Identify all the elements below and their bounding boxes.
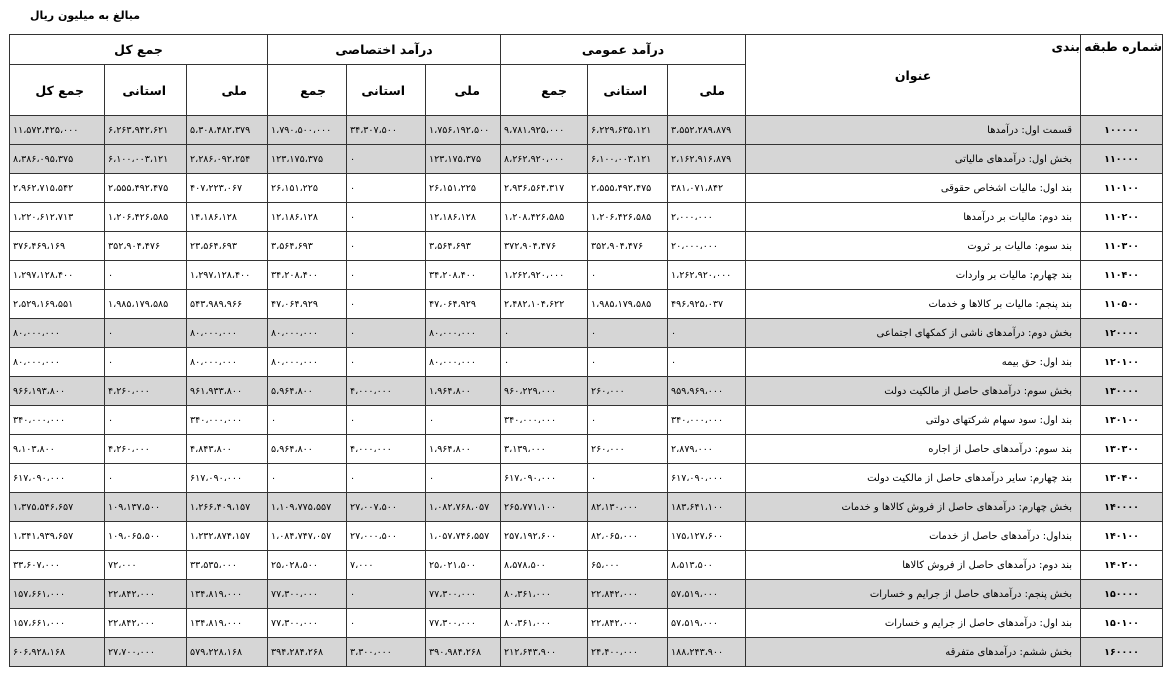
cell-total-provincial: ۶،۱۰۰،۰۰۳،۱۲۱ <box>105 145 187 174</box>
cell-special-national: ۰ <box>426 464 501 493</box>
cell-special-provincial: ۰ <box>347 609 426 638</box>
cell-total-national: ۱،۲۳۲،۸۷۴،۱۵۷ <box>187 522 268 551</box>
cell-special-national: ۱،۰۸۲،۷۶۸،۰۵۷ <box>426 493 501 522</box>
cell-total-provincial: ۱۰۹،۱۳۷،۵۰۰ <box>105 493 187 522</box>
header-special: درآمد اختصاصی <box>268 35 501 65</box>
cell-general-sum: ۸،۲۶۲،۹۲۰،۰۰۰ <box>501 145 588 174</box>
header-general-provincial: استانی <box>588 65 668 116</box>
cell-total-provincial: ۲،۵۵۵،۴۹۲،۴۷۵ <box>105 174 187 203</box>
cell-general-sum: ۲،۹۳۶،۵۶۴،۳۱۷ <box>501 174 588 203</box>
row-code: ۱۰۰۰۰۰ <box>1081 116 1163 145</box>
cell-total-provincial: ۷۲،۰۰۰ <box>105 551 187 580</box>
cell-general-sum: ۸،۵۷۸،۵۰۰ <box>501 551 588 580</box>
cell-general-provincial: ۲۲،۸۴۲،۰۰۰ <box>588 609 668 638</box>
row-title: بخش چهارم: درآمدهای حاصل از فروش کالاها و خدمات <box>746 493 1081 522</box>
cell-special-national: ۳،۵۶۴،۶۹۳ <box>426 232 501 261</box>
cell-special-sum: ۸۰،۰۰۰،۰۰۰ <box>268 348 347 377</box>
cell-special-national: ۸۰،۰۰۰،۰۰۰ <box>426 319 501 348</box>
cell-special-national: ۸۰،۰۰۰،۰۰۰ <box>426 348 501 377</box>
header-general-sum: جمع <box>501 65 588 116</box>
cell-grand-total: ۲،۹۶۲،۷۱۵،۵۴۲ <box>10 174 105 203</box>
table-row <box>10 232 1163 261</box>
cell-special-sum: ۷۷،۳۰۰،۰۰۰ <box>268 580 347 609</box>
cell-special-provincial: ۰ <box>347 232 426 261</box>
cell-general-provincial: ۰ <box>588 406 668 435</box>
cell-grand-total: ۲،۵۲۹،۱۶۹،۵۵۱ <box>10 290 105 319</box>
cell-general-provincial: ۶،۱۰۰،۰۰۳،۱۲۱ <box>588 145 668 174</box>
row-title: بند اول: حق بیمه <box>746 348 1081 377</box>
row-code: ۱۱۰۳۰۰ <box>1081 232 1163 261</box>
cell-general-sum: ۱،۲۶۲،۹۲۰،۰۰۰ <box>501 261 588 290</box>
row-code: ۱۳۰۳۰۰ <box>1081 435 1163 464</box>
table-row <box>10 493 1163 522</box>
cell-general-national: ۲،۸۷۹،۰۰۰ <box>668 435 746 464</box>
cell-general-sum: ۳،۱۳۹،۰۰۰ <box>501 435 588 464</box>
cell-grand-total: ۸،۳۸۶،۰۹۵،۳۷۵ <box>10 145 105 174</box>
cell-total-provincial: ۱،۹۸۵،۱۷۹،۵۸۵ <box>105 290 187 319</box>
cell-special-provincial: ۰ <box>347 290 426 319</box>
cell-total-provincial: ۴،۲۶۰،۰۰۰ <box>105 435 187 464</box>
header-general-national: ملی <box>668 65 746 116</box>
cell-general-national: ۲،۱۶۲،۹۱۶،۸۷۹ <box>668 145 746 174</box>
cell-special-sum: ۱،۷۹۰،۵۰۰،۰۰۰ <box>268 116 347 145</box>
row-code: ۱۳۰۱۰۰ <box>1081 406 1163 435</box>
row-title: بند اول: درآمدهای حاصل از جرایم و خسارات <box>746 609 1081 638</box>
cell-general-sum: ۰ <box>501 348 588 377</box>
row-title: بند دوم: مالیات بر درآمدها <box>746 203 1081 232</box>
cell-general-national: ۰ <box>668 319 746 348</box>
cell-total-provincial: ۱۰۹،۰۶۵،۵۰۰ <box>105 522 187 551</box>
cell-total-provincial: ۲۲،۸۴۲،۰۰۰ <box>105 609 187 638</box>
cell-total-national: ۳۳،۵۳۵،۰۰۰ <box>187 551 268 580</box>
cell-grand-total: ۱،۳۴۱،۹۳۹،۶۵۷ <box>10 522 105 551</box>
table-row <box>10 464 1163 493</box>
row-title: بند چهارم: مالیات بر واردات <box>746 261 1081 290</box>
cell-general-national: ۱،۲۶۲،۹۲۰،۰۰۰ <box>668 261 746 290</box>
cell-general-provincial: ۲۴،۴۰۰،۰۰۰ <box>588 638 668 667</box>
cell-total-national: ۴،۸۴۳،۸۰۰ <box>187 435 268 464</box>
cell-grand-total: ۸۰،۰۰۰،۰۰۰ <box>10 319 105 348</box>
cell-special-sum: ۴۷،۰۶۴،۹۲۹ <box>268 290 347 319</box>
table-row <box>10 261 1163 290</box>
cell-special-provincial: ۷،۰۰۰ <box>347 551 426 580</box>
cell-special-national: ۱،۷۵۶،۱۹۲،۵۰۰ <box>426 116 501 145</box>
cell-special-national: ۰ <box>426 406 501 435</box>
cell-general-sum: ۸۰،۳۶۱،۰۰۰ <box>501 609 588 638</box>
cell-total-national: ۵۷۹،۲۲۸،۱۶۸ <box>187 638 268 667</box>
row-code: ۱۴۰۰۰۰ <box>1081 493 1163 522</box>
cell-general-national: ۲،۰۰۰،۰۰۰ <box>668 203 746 232</box>
cell-general-provincial: ۱،۹۸۵،۱۷۹،۵۸۵ <box>588 290 668 319</box>
cell-special-sum: ۱۲۳،۱۷۵،۳۷۵ <box>268 145 347 174</box>
cell-total-national: ۱،۲۹۷،۱۲۸،۴۰۰ <box>187 261 268 290</box>
cell-general-national: ۵۷،۵۱۹،۰۰۰ <box>668 609 746 638</box>
table-row <box>10 174 1163 203</box>
cell-special-provincial: ۰ <box>347 203 426 232</box>
cell-special-national: ۳۹۰،۹۸۴،۲۶۸ <box>426 638 501 667</box>
cell-special-sum: ۵،۹۶۴،۸۰۰ <box>268 377 347 406</box>
table-row <box>10 522 1163 551</box>
cell-general-sum: ۶۱۷،۰۹۰،۰۰۰ <box>501 464 588 493</box>
cell-general-national: ۳۸۱،۰۷۱،۸۴۲ <box>668 174 746 203</box>
row-code: ۱۶۰۰۰۰ <box>1081 638 1163 667</box>
cell-general-provincial: ۶۵،۰۰۰ <box>588 551 668 580</box>
cell-grand-total: ۳۷۶،۴۶۹،۱۶۹ <box>10 232 105 261</box>
row-title: بند سوم: مالیات بر ثروت <box>746 232 1081 261</box>
cell-grand-total: ۱،۳۷۵،۵۴۶،۶۵۷ <box>10 493 105 522</box>
table-row <box>10 203 1163 232</box>
header-special-provincial: استانی <box>347 65 426 116</box>
cell-total-provincial: ۰ <box>105 464 187 493</box>
cell-total-provincial: ۰ <box>105 319 187 348</box>
cell-special-provincial: ۰ <box>347 319 426 348</box>
header-code: شماره طبقه بندی <box>1081 35 1163 116</box>
cell-special-national: ۱،۹۶۴،۸۰۰ <box>426 377 501 406</box>
row-title: بنداول: درآمدهای حاصل از خدمات <box>746 522 1081 551</box>
cell-total-provincial: ۰ <box>105 406 187 435</box>
cell-general-provincial: ۰ <box>588 261 668 290</box>
cell-special-national: ۱۲،۱۸۶،۱۲۸ <box>426 203 501 232</box>
cell-total-national: ۵۴۳،۹۸۹،۹۶۶ <box>187 290 268 319</box>
cell-general-sum: ۳۷۲،۹۰۴،۴۷۶ <box>501 232 588 261</box>
cell-special-sum: ۲۵،۰۲۸،۵۰۰ <box>268 551 347 580</box>
cell-general-sum: ۲،۴۸۲،۱۰۴،۶۲۲ <box>501 290 588 319</box>
cell-special-national: ۲۶،۱۵۱،۲۲۵ <box>426 174 501 203</box>
row-code: ۱۱۰۱۰۰ <box>1081 174 1163 203</box>
cell-total-provincial: ۶،۲۶۳،۹۴۲،۶۲۱ <box>105 116 187 145</box>
cell-general-provincial: ۰ <box>588 319 668 348</box>
revenue-table <box>9 34 1163 667</box>
table-row <box>10 348 1163 377</box>
cell-special-sum: ۳،۵۶۴،۶۹۳ <box>268 232 347 261</box>
row-title: بخش اول: درآمدهای مالیاتی <box>746 145 1081 174</box>
table-body <box>10 116 1163 667</box>
header-total-sum: جمع کل <box>10 65 105 116</box>
table-row <box>10 406 1163 435</box>
cell-grand-total: ۳۴۰،۰۰۰،۰۰۰ <box>10 406 105 435</box>
cell-special-provincial: ۳،۳۰۰،۰۰۰ <box>347 638 426 667</box>
row-title: بند چهارم: سایر درآمدهای حاصل از مالکیت دولت <box>746 464 1081 493</box>
cell-special-national: ۲۵،۰۲۱،۵۰۰ <box>426 551 501 580</box>
cell-general-provincial: ۲۶۰،۰۰۰ <box>588 377 668 406</box>
table-row <box>10 638 1163 667</box>
cell-general-provincial: ۸۲،۰۶۵،۰۰۰ <box>588 522 668 551</box>
cell-general-provincial: ۰ <box>588 464 668 493</box>
row-title: بند دوم: درآمدهای حاصل از فروش کالاها <box>746 551 1081 580</box>
cell-grand-total: ۸۰،۰۰۰،۰۰۰ <box>10 348 105 377</box>
row-code: ۱۲۰۰۰۰ <box>1081 319 1163 348</box>
cell-general-provincial: ۳۵۲،۹۰۴،۴۷۶ <box>588 232 668 261</box>
unit-note: مبالغ به میلیون ریال <box>30 9 141 22</box>
row-title: بخش ششم: درآمدهای متفرقه <box>746 638 1081 667</box>
table-row <box>10 319 1163 348</box>
table-row <box>10 145 1163 174</box>
cell-total-national: ۶۱۷،۰۹۰،۰۰۰ <box>187 464 268 493</box>
cell-special-national: ۳۴،۲۰۸،۴۰۰ <box>426 261 501 290</box>
cell-grand-total: ۹،۱۰۳،۸۰۰ <box>10 435 105 464</box>
header-title: عنوان <box>746 35 1081 116</box>
cell-total-national: ۸۰،۰۰۰،۰۰۰ <box>187 348 268 377</box>
cell-special-provincial: ۴،۰۰۰،۰۰۰ <box>347 377 426 406</box>
cell-special-provincial: ۰ <box>347 580 426 609</box>
cell-grand-total: ۱۱،۵۷۲،۴۲۵،۰۰۰ <box>10 116 105 145</box>
table-row <box>10 435 1163 464</box>
cell-general-national: ۱۸۳،۶۴۱،۱۰۰ <box>668 493 746 522</box>
cell-special-national: ۷۷،۳۰۰،۰۰۰ <box>426 580 501 609</box>
cell-general-sum: ۸۰،۳۶۱،۰۰۰ <box>501 580 588 609</box>
row-code: ۱۱۰۵۰۰ <box>1081 290 1163 319</box>
cell-special-sum: ۱،۰۸۴،۷۴۷،۰۵۷ <box>268 522 347 551</box>
cell-grand-total: ۳۳،۶۰۷،۰۰۰ <box>10 551 105 580</box>
cell-grand-total: ۱۵۷،۶۶۱،۰۰۰ <box>10 580 105 609</box>
cell-special-provincial: ۰ <box>347 464 426 493</box>
cell-special-national: ۱،۰۵۷،۷۴۶،۵۵۷ <box>426 522 501 551</box>
cell-general-national: ۱۷۵،۱۲۷،۶۰۰ <box>668 522 746 551</box>
cell-total-national: ۳۴۰،۰۰۰،۰۰۰ <box>187 406 268 435</box>
row-title: قسمت اول: درآمدها <box>746 116 1081 145</box>
table-row <box>10 116 1163 145</box>
row-code: ۱۲۰۱۰۰ <box>1081 348 1163 377</box>
cell-general-sum: ۹،۷۸۱،۹۲۵،۰۰۰ <box>501 116 588 145</box>
cell-total-national: ۴۰۷،۲۲۳،۰۶۷ <box>187 174 268 203</box>
cell-special-sum: ۳۹۴،۲۸۴،۲۶۸ <box>268 638 347 667</box>
cell-general-national: ۴۹۶،۹۲۵،۰۳۷ <box>668 290 746 319</box>
cell-special-national: ۴۷،۰۶۴،۹۲۹ <box>426 290 501 319</box>
cell-general-provincial: ۰ <box>588 348 668 377</box>
cell-general-national: ۹۵۹،۹۶۹،۰۰۰ <box>668 377 746 406</box>
cell-special-provincial: ۲۷،۰۰۰،۵۰۰ <box>347 522 426 551</box>
cell-general-provincial: ۲،۵۵۵،۴۹۲،۴۷۵ <box>588 174 668 203</box>
row-title: بخش پنجم: درآمدهای حاصل از جرایم و خسارات <box>746 580 1081 609</box>
cell-general-national: ۳۴۰،۰۰۰،۰۰۰ <box>668 406 746 435</box>
cell-total-provincial: ۲۲،۸۴۲،۰۰۰ <box>105 580 187 609</box>
cell-special-provincial: ۰ <box>347 406 426 435</box>
cell-special-sum: ۱۲،۱۸۶،۱۲۸ <box>268 203 347 232</box>
cell-general-sum: ۱،۲۰۸،۴۲۶،۵۸۵ <box>501 203 588 232</box>
cell-general-provincial: ۸۲،۱۳۰،۰۰۰ <box>588 493 668 522</box>
header-total-provincial: استانی <box>105 65 187 116</box>
cell-special-sum: ۱،۱۰۹،۷۷۵،۵۵۷ <box>268 493 347 522</box>
row-code: ۱۱۰۰۰۰ <box>1081 145 1163 174</box>
table-row <box>10 290 1163 319</box>
cell-special-sum: ۰ <box>268 464 347 493</box>
cell-general-sum: ۳۴۰،۰۰۰،۰۰۰ <box>501 406 588 435</box>
cell-grand-total: ۹۶۶،۱۹۳،۸۰۰ <box>10 377 105 406</box>
cell-grand-total: ۶۱۷،۰۹۰،۰۰۰ <box>10 464 105 493</box>
cell-general-sum: ۲۶۵،۷۷۱،۱۰۰ <box>501 493 588 522</box>
table-row <box>10 580 1163 609</box>
table-header <box>10 35 1163 116</box>
cell-grand-total: ۱۵۷،۶۶۱،۰۰۰ <box>10 609 105 638</box>
cell-special-sum: ۰ <box>268 406 347 435</box>
row-title: بخش سوم: درآمدهای حاصل از مالکیت دولت <box>746 377 1081 406</box>
row-title: بخش دوم: درآمدهای ناشی از کمکهای اجتماعی <box>746 319 1081 348</box>
cell-total-national: ۲۳،۵۶۴،۶۹۳ <box>187 232 268 261</box>
cell-general-national: ۲۰،۰۰۰،۰۰۰ <box>668 232 746 261</box>
cell-total-provincial: ۴،۲۶۰،۰۰۰ <box>105 377 187 406</box>
row-title: بند سوم: درآمدهای حاصل از اجاره <box>746 435 1081 464</box>
row-code: ۱۱۰۲۰۰ <box>1081 203 1163 232</box>
cell-general-national: ۱۸۸،۲۴۳،۹۰۰ <box>668 638 746 667</box>
cell-general-sum: ۹۶۰،۲۲۹،۰۰۰ <box>501 377 588 406</box>
row-code: ۱۳۰۴۰۰ <box>1081 464 1163 493</box>
header-special-sum: جمع <box>268 65 347 116</box>
cell-general-national: ۸،۵۱۳،۵۰۰ <box>668 551 746 580</box>
cell-special-provincial: ۰ <box>347 145 426 174</box>
cell-total-provincial: ۱،۲۰۶،۴۲۶،۵۸۵ <box>105 203 187 232</box>
table-row <box>10 377 1163 406</box>
cell-special-provincial: ۳۴،۳۰۷،۵۰۰ <box>347 116 426 145</box>
cell-special-national: ۷۷،۳۰۰،۰۰۰ <box>426 609 501 638</box>
cell-general-provincial: ۱،۲۰۶،۴۲۶،۵۸۵ <box>588 203 668 232</box>
cell-general-sum: ۲۱۲،۶۴۳،۹۰۰ <box>501 638 588 667</box>
cell-grand-total: ۶۰۶،۹۲۸،۱۶۸ <box>10 638 105 667</box>
header-total: جمع کل <box>10 35 268 65</box>
cell-special-sum: ۵،۹۶۴،۸۰۰ <box>268 435 347 464</box>
cell-general-national: ۶۱۷،۰۹۰،۰۰۰ <box>668 464 746 493</box>
cell-special-provincial: ۲۷،۰۰۷،۵۰۰ <box>347 493 426 522</box>
cell-total-national: ۱۳۴،۸۱۹،۰۰۰ <box>187 580 268 609</box>
cell-general-provincial: ۲۶۰،۰۰۰ <box>588 435 668 464</box>
row-code: ۱۴۰۲۰۰ <box>1081 551 1163 580</box>
row-title: بند پنجم: مالیات بر کالاها و خدمات <box>746 290 1081 319</box>
cell-special-provincial: ۰ <box>347 174 426 203</box>
row-code: ۱۵۰۰۰۰ <box>1081 580 1163 609</box>
header-general: درآمد عمومی <box>501 35 746 65</box>
cell-general-sum: ۰ <box>501 319 588 348</box>
cell-grand-total: ۱،۲۲۰،۶۱۲،۷۱۳ <box>10 203 105 232</box>
cell-total-national: ۱۴،۱۸۶،۱۲۸ <box>187 203 268 232</box>
cell-total-national: ۲،۲۸۶،۰۹۲،۲۵۴ <box>187 145 268 174</box>
cell-general-national: ۳،۵۵۲،۲۸۹،۸۷۹ <box>668 116 746 145</box>
cell-total-national: ۸۰،۰۰۰،۰۰۰ <box>187 319 268 348</box>
table-row <box>10 609 1163 638</box>
cell-general-provincial: ۲۲،۸۴۲،۰۰۰ <box>588 580 668 609</box>
row-code: ۱۳۰۰۰۰ <box>1081 377 1163 406</box>
row-title: بند اول: مالیات اشخاص حقوقی <box>746 174 1081 203</box>
cell-general-national: ۰ <box>668 348 746 377</box>
cell-total-provincial: ۰ <box>105 261 187 290</box>
cell-special-sum: ۸۰،۰۰۰،۰۰۰ <box>268 319 347 348</box>
cell-special-sum: ۳۴،۲۰۸،۴۰۰ <box>268 261 347 290</box>
cell-grand-total: ۱،۲۹۷،۱۲۸،۴۰۰ <box>10 261 105 290</box>
header-total-national: ملی <box>187 65 268 116</box>
row-code: ۱۴۰۱۰۰ <box>1081 522 1163 551</box>
cell-total-national: ۵،۳۰۸،۴۸۲،۳۷۹ <box>187 116 268 145</box>
cell-general-provincial: ۶،۲۲۹،۶۳۵،۱۲۱ <box>588 116 668 145</box>
cell-total-national: ۹۶۱،۹۳۳،۸۰۰ <box>187 377 268 406</box>
cell-total-national: ۱،۲۶۶،۴۰۹،۱۵۷ <box>187 493 268 522</box>
cell-special-national: ۱،۹۶۴،۸۰۰ <box>426 435 501 464</box>
cell-general-sum: ۲۵۷،۱۹۲،۶۰۰ <box>501 522 588 551</box>
cell-special-provincial: ۰ <box>347 348 426 377</box>
table-row <box>10 551 1163 580</box>
row-code: ۱۱۰۴۰۰ <box>1081 261 1163 290</box>
header-special-national: ملی <box>426 65 501 116</box>
cell-special-provincial: ۴،۰۰۰،۰۰۰ <box>347 435 426 464</box>
cell-special-national: ۱۲۳،۱۷۵،۳۷۵ <box>426 145 501 174</box>
cell-total-national: ۱۳۴،۸۱۹،۰۰۰ <box>187 609 268 638</box>
row-code: ۱۵۰۱۰۰ <box>1081 609 1163 638</box>
cell-total-provincial: ۳۵۲،۹۰۴،۴۷۶ <box>105 232 187 261</box>
cell-special-sum: ۲۶،۱۵۱،۲۲۵ <box>268 174 347 203</box>
row-title: بند اول: سود سهام شرکتهای دولتی <box>746 406 1081 435</box>
cell-special-sum: ۷۷،۳۰۰،۰۰۰ <box>268 609 347 638</box>
cell-general-national: ۵۷،۵۱۹،۰۰۰ <box>668 580 746 609</box>
cell-total-provincial: ۲۷،۷۰۰،۰۰۰ <box>105 638 187 667</box>
cell-special-provincial: ۰ <box>347 261 426 290</box>
cell-total-provincial: ۰ <box>105 348 187 377</box>
